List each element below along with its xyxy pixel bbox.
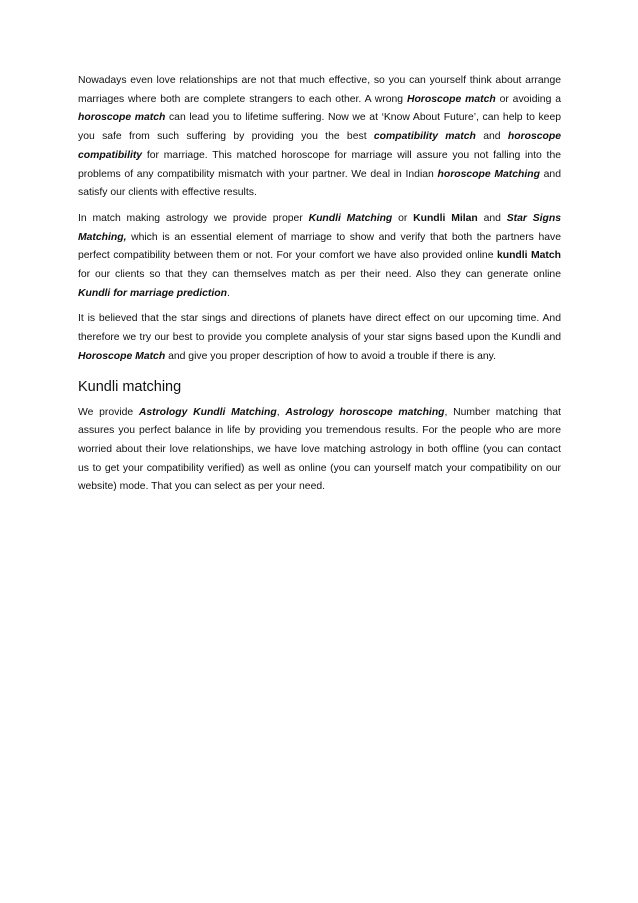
text-run: for our clients so that they can themselves match as per their need. Also they can generate online (78, 269, 561, 281)
document-body (78, 72, 561, 504)
paragraph-4 (78, 404, 561, 498)
text-run: or (392, 212, 414, 224)
text-run: , Number matching that assures you perfect balance in life by providing you tremendous results. For the people who are more worried about their love relationships, we have love matching astrology in both offline (you can contact us to get your compatibility verified) as well as online (you can yourself match your compatibility on our website) mode. That you can select as per your need. (78, 406, 561, 493)
text-run: and (475, 131, 508, 143)
text-run: It is believed that the star sings and directions of planets have direct effect on our upcoming time. And therefore we try our best to provide you complete analysis of your star signs based upon the Kundli and (78, 313, 561, 344)
text-run: for marriage. This matched horoscope for marriage will assure you not falling into the problems of any compatibility mismatch with your partner. We deal in Indian (78, 149, 561, 180)
paragraph-1 (78, 72, 561, 203)
text-run: and give you proper description of how to avoid a trouble if there is any. (165, 350, 496, 362)
text-run: In match making astrology we provide proper (78, 212, 309, 224)
emphasis-run: horoscope compatibility (78, 131, 561, 161)
intro-section (78, 72, 561, 367)
emphasis-run: Astrology Kundli Matching (138, 406, 277, 418)
text-run: and (477, 212, 507, 224)
emphasis-run: Kundli Matching (308, 212, 393, 224)
text-run: and satisfy our clients with effective results. (78, 168, 561, 199)
emphasis-run: Astrology horoscope matching (285, 406, 445, 418)
emphasis-run: Kundli Milan (413, 212, 478, 224)
emphasis-run: Kundli for marriage prediction (78, 287, 227, 299)
text-run: . (226, 287, 230, 299)
emphasis-run: Horoscope Match (78, 350, 166, 362)
emphasis-run: horoscope Matching (437, 168, 540, 180)
emphasis-run: horoscope match (78, 112, 166, 124)
text-run: , (276, 406, 286, 418)
kundli-matching-section (78, 404, 561, 498)
emphasis-run: compatibility match (373, 131, 476, 143)
text-run: or avoiding a (495, 93, 562, 105)
text-run: can lead you to lifetime suffering. Now we at ‘Know About Future’, can help to keep you safe from such suffering by providing you the best (78, 112, 561, 143)
emphasis-run: Horoscope match (406, 93, 496, 105)
paragraph-3 (78, 310, 561, 366)
emphasis-run: kundli Match (496, 250, 561, 262)
text-run: We provide (78, 406, 139, 418)
paragraph-2 (78, 210, 561, 304)
text-run: Nowadays even love relationships are not that much effective, so you can yourself think about arrange marriages where both are complete strangers to each other. A wrong (78, 75, 561, 105)
emphasis-run: Star Signs Matching, (78, 212, 561, 243)
text-run: which is an essential element of marriage to show and verify that both the partners have perfect compatibility between them or not. For your comfort we have also provided online (78, 231, 561, 262)
section-heading: Kundli matching (78, 378, 182, 395)
